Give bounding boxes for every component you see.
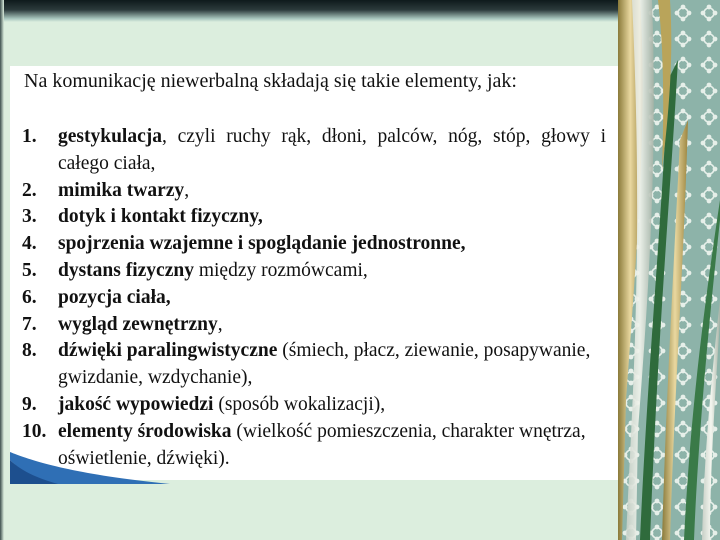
- list-number: 9.: [22, 393, 37, 415]
- list-item-bold: pozycja ciała,: [58, 286, 171, 308]
- list-number: 7.: [22, 313, 37, 335]
- list-item-bold: wygląd zewnętrzny: [58, 313, 218, 335]
- list-item: [22, 285, 606, 312]
- top-shadow-bar: [0, 0, 622, 22]
- list-item-bold: elementy środowiska: [58, 420, 232, 442]
- decorative-pattern-graphic: [618, 0, 720, 540]
- blue-swoosh-decoration: [10, 452, 170, 484]
- list-item-text: między rozmówcami,: [193, 259, 368, 281]
- list-item-bold: mimika twarzy: [58, 179, 185, 201]
- list-number: 2.: [22, 179, 37, 201]
- list-item: [22, 231, 606, 258]
- list-item-text: (śmiech, płacz, ziewanie, posapywanie, gwizdanie, wzdychanie),: [58, 340, 591, 389]
- list-item-bold: gestykulacja: [58, 126, 162, 147]
- list-item-text: ,: [217, 313, 223, 335]
- list-item-bold: dotyk i kontakt fizyczny,: [58, 206, 263, 228]
- list-number: 3.: [22, 206, 37, 228]
- elements-list: [22, 124, 606, 472]
- list-item: [22, 312, 606, 339]
- left-edge-shadow: [0, 0, 4, 540]
- list-item: [22, 124, 606, 178]
- list-item-text: (wielkość pomieszczenia, charakter wnętrza, oświetlenie, dźwięki).: [58, 420, 586, 469]
- list-item-bold: jakość wypowiedzi: [58, 393, 214, 415]
- list-item-text: (sposób wokalizacji),: [213, 393, 386, 415]
- list-number: 10.: [22, 420, 47, 442]
- slide-content-panel: [10, 66, 618, 480]
- list-item-text: , czyli ruchy rąk, dłoni, palców, nóg, stóp, głowy i całego ciała,: [58, 126, 606, 174]
- list-number: 5.: [22, 259, 37, 281]
- list-number: 1.: [22, 126, 37, 147]
- list-item: [22, 178, 606, 205]
- decorative-side-strip: [618, 0, 720, 540]
- list-number: 4.: [22, 233, 37, 255]
- list-item: [22, 258, 606, 285]
- list-number: 8.: [22, 340, 37, 362]
- slide-heading: Na komunikację niewerbalną składają się takie elementy, jak:: [24, 70, 517, 92]
- list-item: [22, 392, 606, 419]
- list-item: [22, 338, 606, 392]
- list-item-bold: dźwięki paralingwistyczne: [58, 340, 278, 362]
- list-number: 6.: [22, 286, 37, 308]
- list-item-bold: dystans fizyczny: [58, 259, 194, 281]
- list-item-bold: spojrzenia wzajemne i spoglądanie jednostronne,: [58, 233, 466, 255]
- list-item: [22, 204, 606, 231]
- list-item-text: ,: [184, 179, 190, 201]
